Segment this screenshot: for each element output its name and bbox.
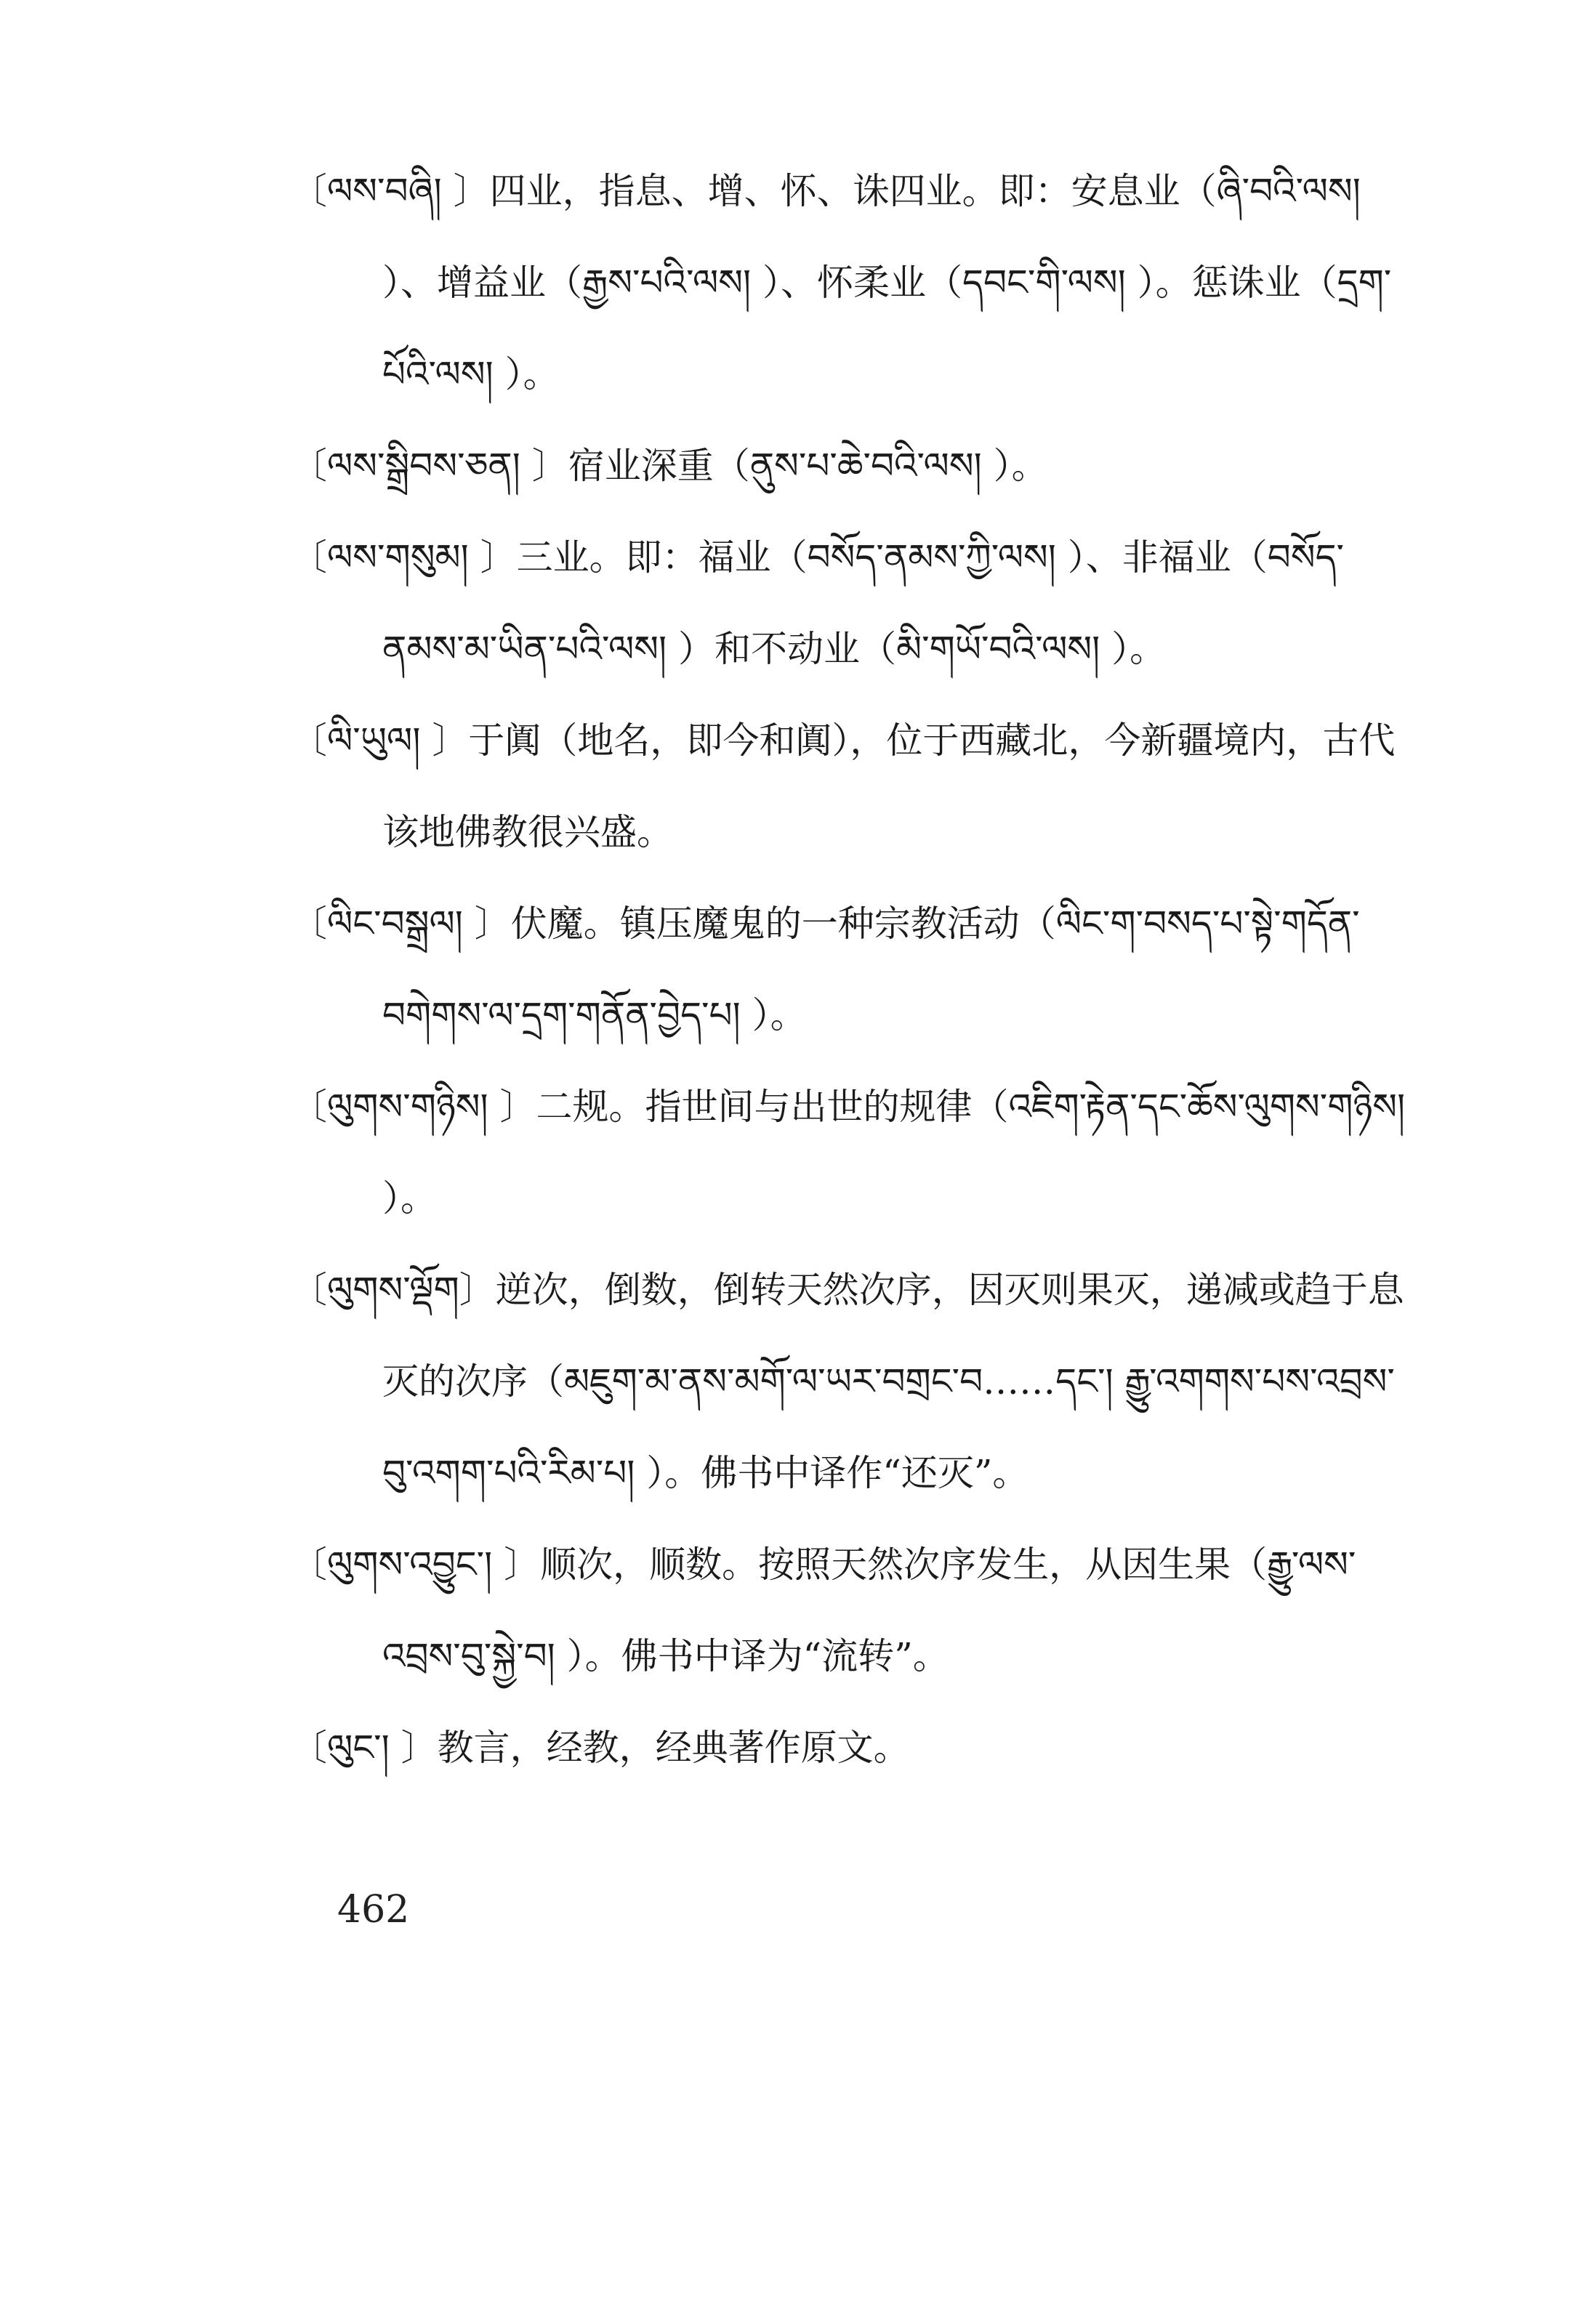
dictionary-entry <box>291 878 1425 1061</box>
entry-headword: 〔ལས་གསུམ། 〕 <box>291 536 517 578</box>
dictionary-entry <box>291 1702 1425 1794</box>
page-number: 462 <box>337 1888 410 1932</box>
entry-gloss: 三业。即：福业（བསོད་ནམས་ཀྱི་ལས། ）、非福业（བསོད་ནམས་མ་ཡིན་པའི་ལས། ）和不动业（མི་གཡོ་བའི་ལས། ）。 <box>382 536 1345 670</box>
dictionary-entry <box>291 1061 1425 1244</box>
entry-headword: 〔ལུགས་ལྡོག〕 <box>291 1269 496 1311</box>
entry-gloss: 于阗（地名，即今和阗），位于西藏北，今新疆境内，古代该地佛教很兴盛。 <box>382 719 1396 853</box>
entry-gloss: 顺次，顺数。按照天然次序发生，从因生果（རྒྱུ་ལས་འབྲས་བུ་སྐྱེ་བ། ）。佛书中译为“流转”。 <box>382 1544 1356 1677</box>
entry-gloss: 教言，经教，经典著作原文。 <box>437 1727 910 1769</box>
entry-headword: 〔ལུགས་འབྱུང་། 〕 <box>291 1544 541 1586</box>
entry-list <box>291 145 1425 1794</box>
dictionary-entry <box>291 1519 1425 1702</box>
entry-headword: 〔ལས་བཞི། 〕 <box>291 170 490 212</box>
dictionary-entry <box>291 695 1425 878</box>
entry-gloss: 四业，指息、增、怀、诛四业。即：安息业（ཞི་བའི་ལས། ）、增益业（རྒྱས་པའི་ལས། ）、怀柔业（དབང་གི་ལས། ）。惩诛业（དྲག་པོའི་ལས། ）。 <box>382 170 1392 395</box>
dictionary-entry <box>291 512 1425 695</box>
entry-headword: 〔ལུགས་གཉིས། 〕 <box>291 1086 536 1128</box>
entry-gloss: 逆次，倒数，倒转天然次序，因灭则果灭，递减或趋于息灭的次序（མཇུག་མ་ནས་མགོ་ལ་ཡར་བགྲང་བ……དང་། རྒྱུ་འགགས་པས་འབྲས་བུ་འགག་པའི་རིམ་པ། ）。佛书中译作“还灭”。 <box>382 1269 1404 1494</box>
entry-gloss: 二规。指世间与出世的规律（འཇིག་རྟེན་དང་ཆོས་ལུགས་གཉིས། ）。 <box>382 1086 1406 1219</box>
entry-headword: 〔ལི་ཡུལ། 〕 <box>291 719 469 762</box>
entry-headword: 〔ལུང་། 〕 <box>291 1727 438 1769</box>
entry-gloss: 宿业深重（ནུས་པ་ཆེ་བའི་ལས། ）。 <box>568 445 1048 487</box>
dictionary-entry <box>291 420 1425 512</box>
dictionary-entry <box>291 145 1425 420</box>
dictionary-entry <box>291 1244 1425 1519</box>
entry-headword: 〔ལས་སྒྲིབས་ཅན། 〕 <box>291 445 568 487</box>
entry-headword: 〔ལིང་བསྒྲལ། 〕 <box>291 903 511 945</box>
entry-gloss: 伏魔。镇压魔鬼的一种宗教活动（ལིང་ག་བསད་པ་སྟེ་གདོན་བགེགས་ལ་དྲག་གནོན་བྱེད་པ། ）。 <box>382 903 1360 1036</box>
